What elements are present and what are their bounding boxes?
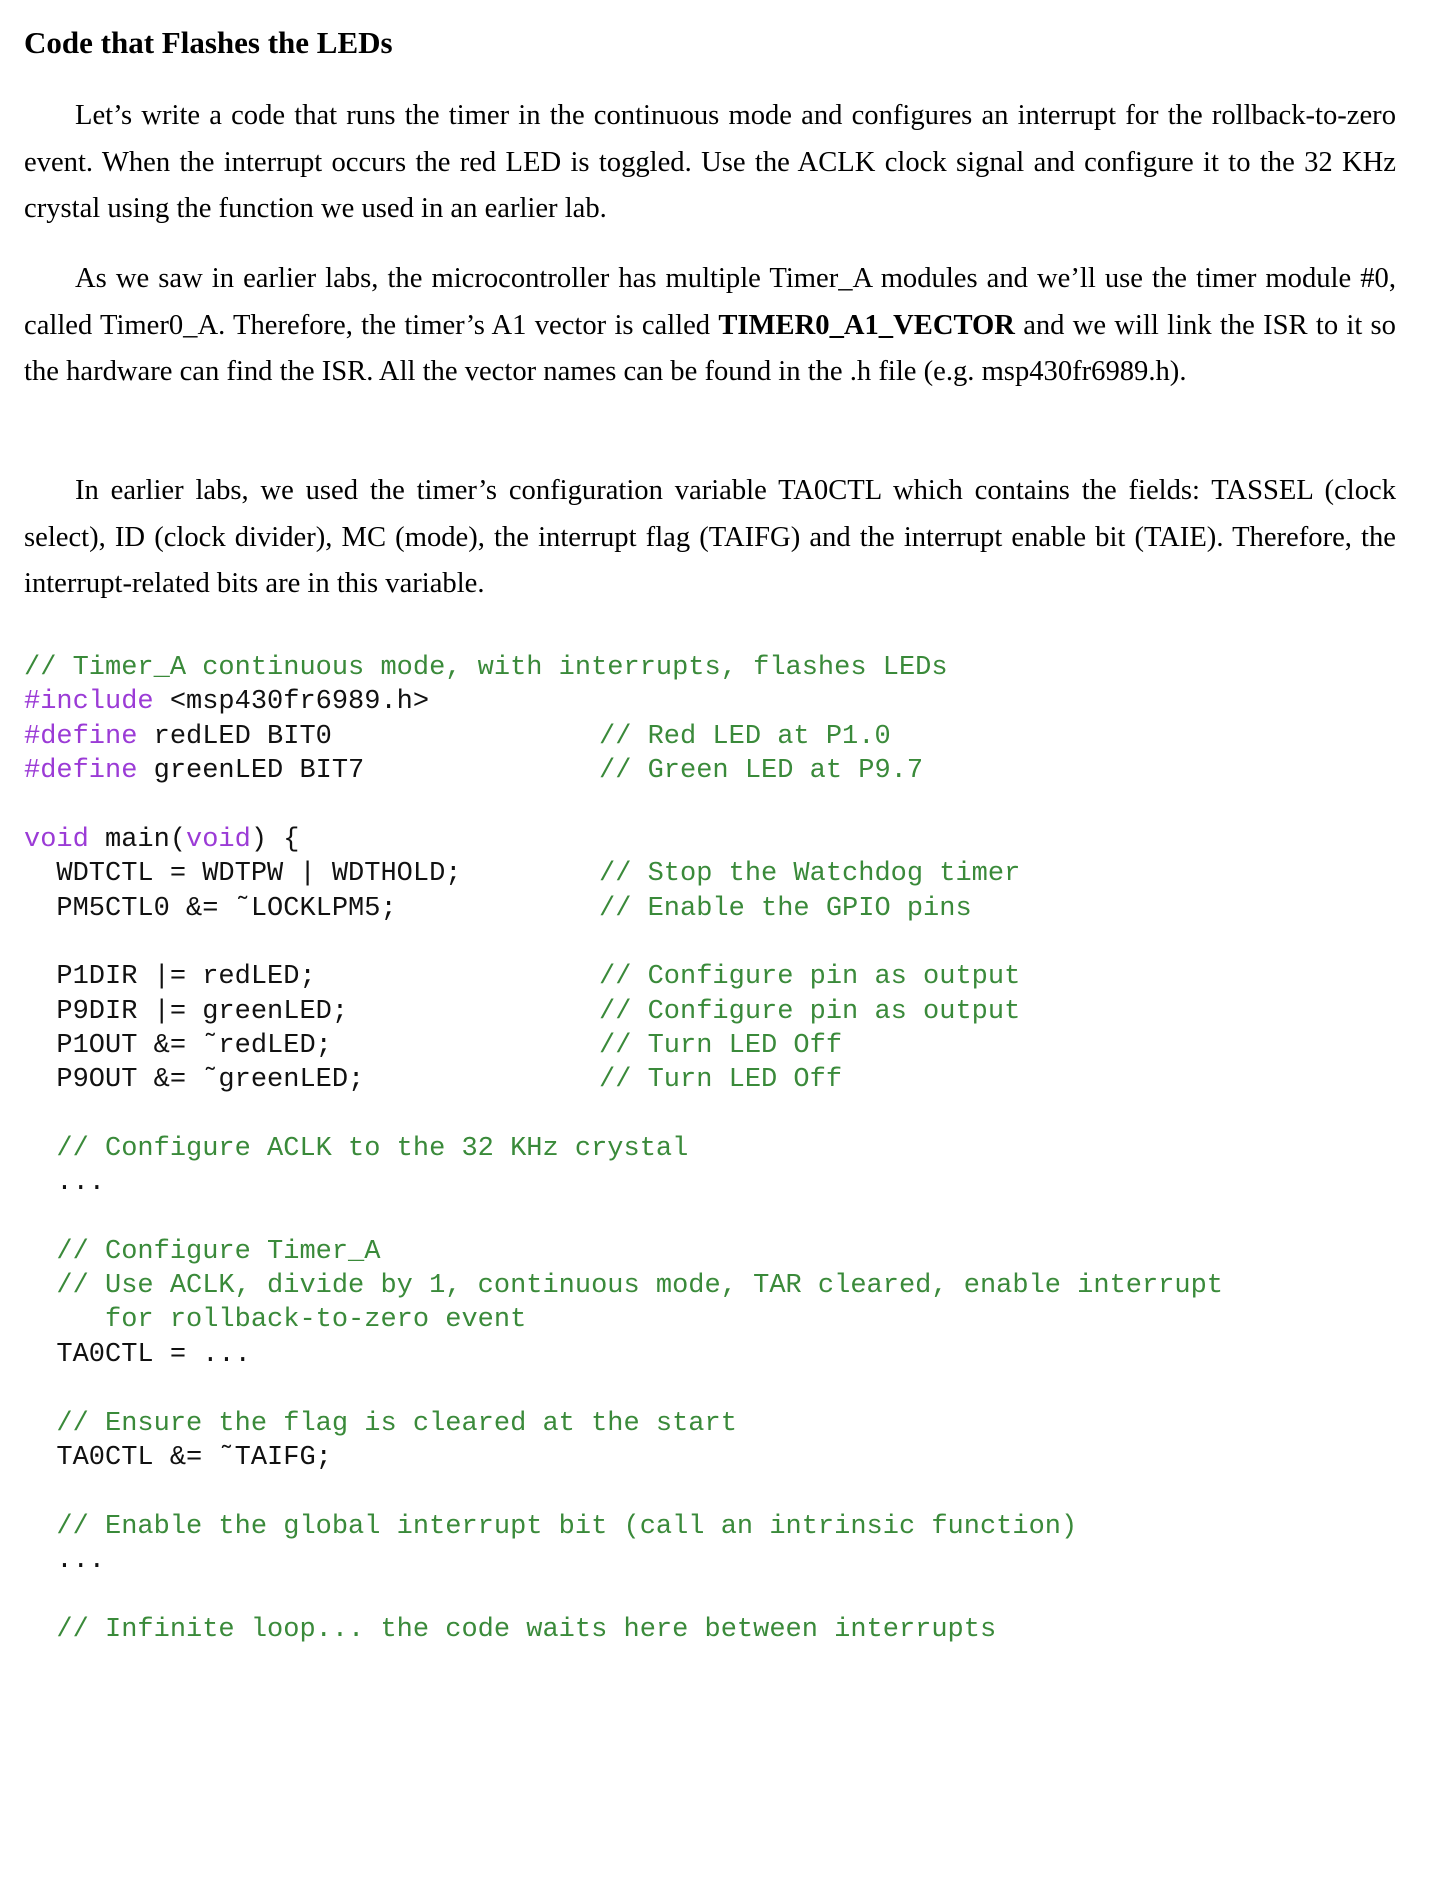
code-keyword: void: [24, 825, 89, 855]
code-line: TA0CTL = ...: [24, 1340, 251, 1370]
code-comment-line: // Infinite loop... the code waits here between interrupts: [24, 1615, 997, 1645]
code-comment-line: // Enable the global interrupt bit (call an intrinsic function): [24, 1512, 1078, 1542]
code-keyword: void: [186, 825, 251, 855]
code-line: PM5CTL0 &= ˜LOCKLPM5;: [24, 894, 397, 924]
code-ellipsis: ...: [24, 1168, 106, 1198]
code-inline-comment: // Stop the Watchdog timer: [599, 859, 1021, 889]
code-line: TA0CTL &= ˜TAIFG;: [24, 1443, 332, 1473]
paragraph-ta0ctl: In earlier labs, we used the timer’s configuration variable TA0CTL which contains the fields: TASSEL (clock select), ID (clock divider), MC (mode), the interrupt flag (TAIFG) and the interrupt enable bit (TAIE). Therefore, the interrupt-related bits are in this variable.: [24, 475, 1396, 599]
code-comment-line: // Configure ACLK to the 32 KHz crystal: [24, 1134, 689, 1164]
code-inline-comment: // Green LED at P9.7: [599, 756, 924, 786]
code-text: main(: [88, 825, 187, 855]
paragraph-timer-module: [24, 256, 1396, 396]
code-define-line: [24, 753, 364, 789]
code-inline-comment: // Turn LED Off: [599, 1065, 843, 1095]
code-text: greenLED BIT7: [137, 756, 365, 786]
code-line: WDTCTL = WDTPW | WDTHOLD;: [24, 859, 462, 889]
code-text: redLED BIT0: [137, 722, 332, 752]
code-keyword: #define: [24, 756, 138, 786]
code-keyword: #define: [24, 722, 138, 752]
code-text: <msp430fr6989.h>: [153, 687, 430, 717]
paragraph-text: and we will link the ISR to it so the hardware can find the ISR. All the vector names can be found in the .h file (e.g. msp430fr6989.h).: [24, 309, 1396, 387]
code-main-signature: [24, 822, 299, 858]
paragraph-text: As we saw in earlier labs, the microcontroller has multiple Timer_A modules and we’ll use the timer module #0, called Timer0_A. Therefore, the timer’s A1 vector is called: [24, 263, 1396, 341]
code-comment-line: // Configure Timer_A: [24, 1237, 381, 1267]
code-inline-comment: // Turn LED Off: [599, 1031, 843, 1061]
code-line: P9DIR |= greenLED;: [24, 997, 349, 1027]
code-comment-line: // Use ACLK, divide by 1, continuous mode, TAR cleared, enable interrupt: [24, 1271, 1223, 1301]
code-text: ) {: [250, 825, 300, 855]
code-inline-comment: // Configure pin as output: [599, 962, 1021, 992]
code-comment-line: // Ensure the flag is cleared at the start: [24, 1409, 737, 1439]
paragraph-intro: Let’s write a code that runs the timer in the continuous mode and configures an interrupt for the rollback-to-zero event. When the interrupt occurs the red LED is toggled. Use the ACLK clock signal and configure it to the 32 KHz crystal using the function we used in an earlier lab.: [24, 100, 1396, 224]
vector-name-bold: TIMER0_A1_VECTOR: [718, 309, 1015, 341]
code-inline-comment: // Configure pin as output: [599, 997, 1021, 1027]
code-comment-line: for rollback-to-zero event: [24, 1305, 527, 1335]
code-include-line: [24, 684, 429, 720]
code-line: P1OUT &= ˜redLED;: [24, 1031, 332, 1061]
code-line: P9OUT &= ˜greenLED;: [24, 1065, 365, 1095]
code-inline-comment: // Enable the GPIO pins: [599, 894, 972, 924]
code-ellipsis: ...: [24, 1546, 106, 1576]
code-line: P1DIR |= redLED;: [24, 962, 316, 992]
code-define-line: [24, 719, 332, 755]
code-inline-comment: // Red LED at P1.0: [599, 722, 891, 752]
code-keyword: #include: [24, 687, 154, 717]
code-comment-line: // Timer_A continuous mode, with interrupts, flashes LEDs: [24, 653, 948, 683]
section-heading: Code that Flashes the LEDs: [24, 25, 393, 60]
